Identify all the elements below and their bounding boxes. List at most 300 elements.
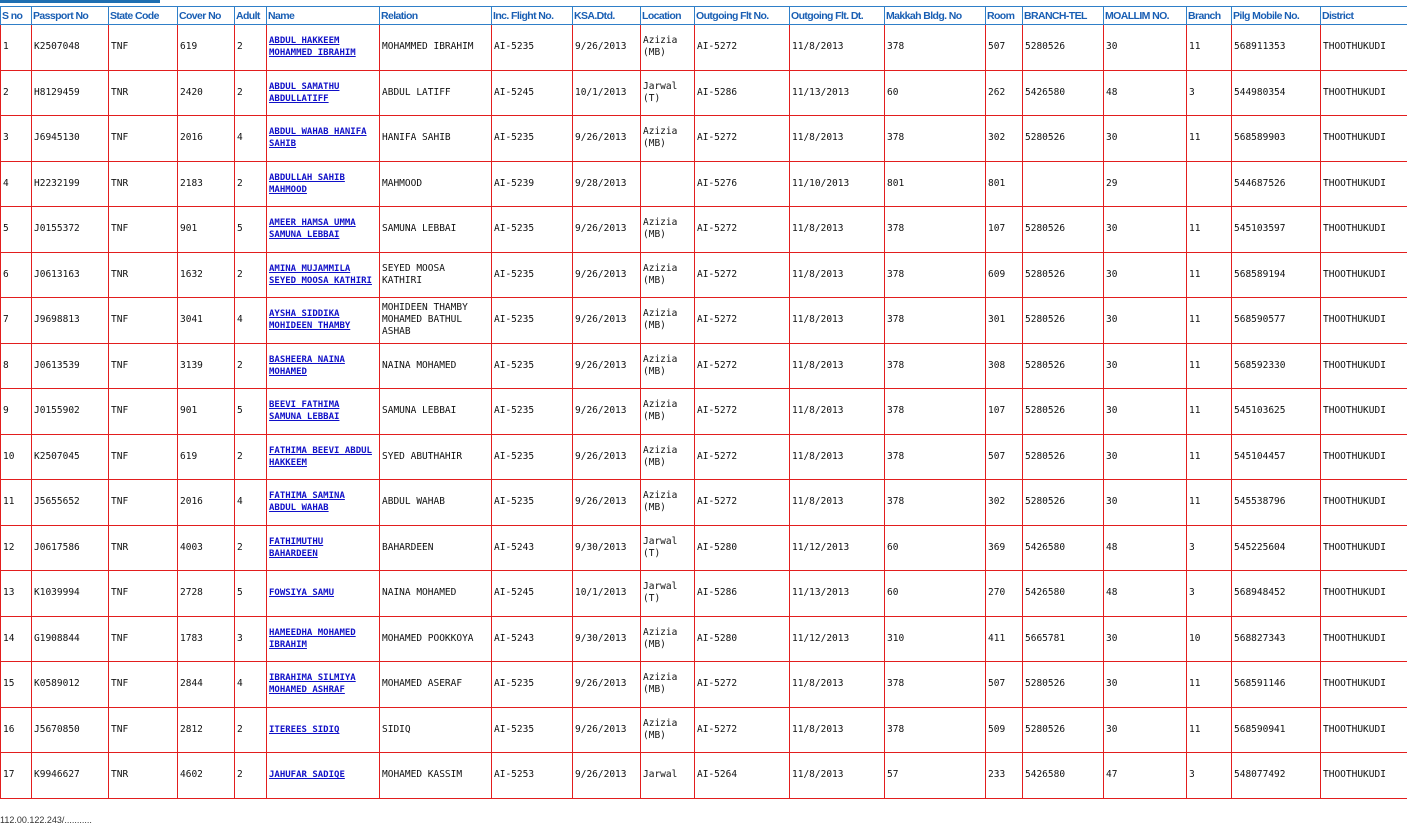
table-cell: AI-5235	[492, 662, 573, 708]
table-cell: AI-5272	[695, 252, 790, 298]
table-cell: 6	[1, 252, 32, 298]
table-cell: K2507045	[32, 434, 109, 480]
table-cell: AI-5286	[695, 70, 790, 116]
table-cell: TNF	[109, 571, 178, 617]
table-cell: 2	[235, 753, 267, 799]
column-header: State Code	[109, 7, 178, 25]
table-cell: TNF	[109, 389, 178, 435]
column-header: Name	[267, 7, 380, 25]
table-cell: 9/26/2013	[573, 207, 641, 253]
table-cell	[1187, 161, 1232, 207]
table-cell: 30	[1104, 707, 1187, 753]
table-cell: J0155902	[32, 389, 109, 435]
table-cell: 262	[986, 70, 1023, 116]
table-cell: 12	[1, 525, 32, 571]
table-cell: 9	[1, 389, 32, 435]
table-cell: 48	[1104, 525, 1187, 571]
pilgrim-name-link[interactable]: AMEER HAMSA UMMA SAMUNA LEBBAI	[269, 218, 356, 241]
table-cell: 15	[1, 662, 32, 708]
table-row	[1, 571, 1407, 617]
table-cell: 30	[1104, 298, 1187, 344]
table-cell: THOOTHUKUDI	[1321, 525, 1407, 571]
table-cell: 2844	[178, 662, 235, 708]
table-cell: SYED ABUTHAHIR	[380, 434, 492, 480]
table-cell: Azizia (MB)	[641, 480, 695, 526]
pilgrim-name-link[interactable]: FATHIMUTHU BAHARDEEN	[269, 536, 324, 559]
table-cell: THOOTHUKUDI	[1321, 753, 1407, 799]
table-cell: 11	[1, 480, 32, 526]
table-cell: 7	[1, 298, 32, 344]
table-row	[1, 70, 1407, 116]
table-cell	[1023, 161, 1104, 207]
table-cell: 545103625	[1232, 389, 1321, 435]
table-cell: 48	[1104, 70, 1187, 116]
table-cell: 11	[1187, 116, 1232, 162]
table-cell: 801	[885, 161, 986, 207]
table-cell: 5280526	[1023, 480, 1104, 526]
pilgrim-name-cell	[267, 707, 380, 753]
table-cell: 2183	[178, 161, 235, 207]
table-cell: 2	[235, 343, 267, 389]
table-cell: TNR	[109, 252, 178, 298]
table-cell: THOOTHUKUDI	[1321, 207, 1407, 253]
column-header: Inc. Flight No.	[492, 7, 573, 25]
column-header: Outgoing Flt No.	[695, 7, 790, 25]
pilgrim-name-link[interactable]: AMINA MUJAMMILA SEYED MOOSA KATHIRI	[269, 263, 372, 286]
table-cell: 5280526	[1023, 707, 1104, 753]
table-cell: 544980354	[1232, 70, 1321, 116]
table-cell: 801	[986, 161, 1023, 207]
table-cell: 11/13/2013	[790, 571, 885, 617]
table-cell: 9/30/2013	[573, 616, 641, 662]
table-row	[1, 207, 1407, 253]
table-cell: 378	[885, 298, 986, 344]
table-cell: AI-5264	[695, 753, 790, 799]
pilgrim-name-link[interactable]: IBRAHIMA SILMIYA MOHAMED ASHRAF	[269, 673, 356, 696]
table-cell: Azizia (MB)	[641, 616, 695, 662]
table-cell: TNR	[109, 753, 178, 799]
table-cell: 3	[1187, 525, 1232, 571]
table-cell: 5426580	[1023, 70, 1104, 116]
table-cell: J0155372	[32, 207, 109, 253]
table-cell: J6945130	[32, 116, 109, 162]
table-row	[1, 116, 1407, 162]
table-cell: 10	[1, 434, 32, 480]
table-cell: 107	[986, 207, 1023, 253]
table-cell: 3041	[178, 298, 235, 344]
table-cell: J0613163	[32, 252, 109, 298]
table-cell: AI-5243	[492, 525, 573, 571]
table-cell: J5670850	[32, 707, 109, 753]
table-cell: AI-5235	[492, 389, 573, 435]
table-cell: 568592330	[1232, 343, 1321, 389]
table-cell: THOOTHUKUDI	[1321, 343, 1407, 389]
table-cell: MOHAMMED IBRAHIM	[380, 25, 492, 71]
table-cell: 11	[1187, 343, 1232, 389]
table-cell: 2	[235, 434, 267, 480]
table-cell: K1039994	[32, 571, 109, 617]
table-cell: SIDIQ	[380, 707, 492, 753]
pilgrim-name-link[interactable]: FOWSIYA SAMU	[269, 588, 335, 599]
table-cell: 545104457	[1232, 434, 1321, 480]
column-header: District	[1321, 7, 1407, 25]
table-cell: 545538796	[1232, 480, 1321, 526]
table-cell: 30	[1104, 343, 1187, 389]
table-cell: 2	[1, 70, 32, 116]
table-cell: Azizia (MB)	[641, 389, 695, 435]
table-cell: ABDUL WAHAB	[380, 480, 492, 526]
status-url: 112.00.122.243/...........	[0, 815, 92, 825]
table-cell: 619	[178, 25, 235, 71]
table-cell: 11/12/2013	[790, 616, 885, 662]
table-cell: THOOTHUKUDI	[1321, 434, 1407, 480]
table-cell: 5	[235, 571, 267, 617]
table-cell: Azizia (MB)	[641, 252, 695, 298]
table-row	[1, 707, 1407, 753]
table-cell: TNF	[109, 25, 178, 71]
table-cell: THOOTHUKUDI	[1321, 389, 1407, 435]
table-cell: 568948452	[1232, 571, 1321, 617]
table-cell: THOOTHUKUDI	[1321, 571, 1407, 617]
table-cell: Jarwal (T)	[641, 571, 695, 617]
table-cell: 2	[235, 525, 267, 571]
table-cell: 568911353	[1232, 25, 1321, 71]
table-cell: 30	[1104, 434, 1187, 480]
table-cell: THOOTHUKUDI	[1321, 252, 1407, 298]
table-cell: 17	[1, 753, 32, 799]
table-cell: 507	[986, 25, 1023, 71]
table-cell: TNF	[109, 707, 178, 753]
table-cell: Azizia (MB)	[641, 343, 695, 389]
table-cell: 568590941	[1232, 707, 1321, 753]
table-cell: 310	[885, 616, 986, 662]
pilgrim-name-cell	[267, 116, 380, 162]
table-cell: 378	[885, 707, 986, 753]
table-cell: THOOTHUKUDI	[1321, 480, 1407, 526]
pilgrim-name-link[interactable]: AYSHA SIDDIKA MOHIDEEN THAMBY	[269, 309, 351, 332]
table-cell: J5655652	[32, 480, 109, 526]
column-header: Passport No	[32, 7, 109, 25]
table-row	[1, 25, 1407, 71]
table-cell: 9/26/2013	[573, 753, 641, 799]
table-cell: K0589012	[32, 662, 109, 708]
table-cell: 2	[235, 70, 267, 116]
table-cell: 11	[1187, 707, 1232, 753]
table-cell: 2420	[178, 70, 235, 116]
table-cell: Azizia (MB)	[641, 207, 695, 253]
table-cell: 5280526	[1023, 252, 1104, 298]
table-cell: 11	[1187, 389, 1232, 435]
table-cell: 9/26/2013	[573, 707, 641, 753]
table-cell: 11	[1187, 252, 1232, 298]
table-cell: 9/26/2013	[573, 25, 641, 71]
table-row	[1, 616, 1407, 662]
table-row	[1, 662, 1407, 708]
table-cell: SAMUNA LEBBAI	[380, 207, 492, 253]
table-cell: THOOTHUKUDI	[1321, 70, 1407, 116]
table-cell: 5280526	[1023, 434, 1104, 480]
table-cell: 378	[885, 434, 986, 480]
table-row	[1, 525, 1407, 571]
table-cell: 60	[885, 571, 986, 617]
table-cell: 9/26/2013	[573, 662, 641, 708]
pilgrim-name-link[interactable]: ABDUL WAHAB HANIFA SAHIB	[269, 127, 367, 150]
table-body	[1, 25, 1407, 799]
column-header: Cover No	[178, 7, 235, 25]
table-cell: 2016	[178, 116, 235, 162]
table-cell: 2728	[178, 571, 235, 617]
column-header: BRANCH-TEL	[1023, 7, 1104, 25]
pilgrim-name-link[interactable]: BASHEERA NAINA MOHAMED	[269, 354, 345, 377]
table-cell: 3	[1187, 753, 1232, 799]
table-cell: 308	[986, 343, 1023, 389]
table-cell: 609	[986, 252, 1023, 298]
table-cell: TNF	[109, 662, 178, 708]
pilgrim-name-cell	[267, 161, 380, 207]
table-cell: MOHAMED KASSIM	[380, 753, 492, 799]
table-cell: 11	[1187, 662, 1232, 708]
table-cell: 378	[885, 389, 986, 435]
table-cell: AI-5280	[695, 616, 790, 662]
table-cell: 11	[1187, 298, 1232, 344]
table-cell: 3	[235, 616, 267, 662]
table-cell: 5665781	[1023, 616, 1104, 662]
pilgrim-name-cell	[267, 480, 380, 526]
table-cell: 568589194	[1232, 252, 1321, 298]
table-cell: 4	[1, 161, 32, 207]
pilgrim-name-link[interactable]: ITEREES SIDIQ	[269, 724, 340, 735]
table-cell: 545225604	[1232, 525, 1321, 571]
table-cell: 4003	[178, 525, 235, 571]
table-cell: 11/8/2013	[790, 207, 885, 253]
table-cell: THOOTHUKUDI	[1321, 161, 1407, 207]
table-cell: Azizia (MB)	[641, 25, 695, 71]
table-cell: AI-5276	[695, 161, 790, 207]
top-link-underline	[0, 0, 160, 3]
table-cell: 5280526	[1023, 116, 1104, 162]
table-cell: 233	[986, 753, 1023, 799]
table-cell: 2	[235, 252, 267, 298]
table-cell: TNF	[109, 343, 178, 389]
pilgrim-name-link[interactable]: HAMEEDHA MOHAMED IBRAHIM	[269, 627, 356, 650]
pilgrim-name-cell	[267, 25, 380, 71]
table-cell: Azizia (MB)	[641, 662, 695, 708]
table-cell: Jarwal	[641, 753, 695, 799]
pilgrim-name-link[interactable]: BEEVI FATHIMA SAMUNA LEBBAI	[269, 400, 340, 423]
column-header: Adult	[235, 7, 267, 25]
table-cell: 30	[1104, 252, 1187, 298]
pilgrim-name-cell	[267, 616, 380, 662]
table-cell: 568590577	[1232, 298, 1321, 344]
table-cell: 5	[235, 389, 267, 435]
table-cell: BAHARDEEN	[380, 525, 492, 571]
column-header: KSA.Dtd.	[573, 7, 641, 25]
pilgrim-name-cell	[267, 70, 380, 116]
table-cell: 302	[986, 480, 1023, 526]
table-cell: 30	[1104, 207, 1187, 253]
pilgrim-name-cell	[267, 525, 380, 571]
pilgrim-name-link[interactable]: ABDUL HAKKEEM MOHAMMED IBRAHIM	[269, 36, 356, 59]
table-cell: SEYED MOOSA KATHIRI	[380, 252, 492, 298]
table-cell: AI-5272	[695, 207, 790, 253]
table-cell: 378	[885, 207, 986, 253]
table-cell: AI-5245	[492, 571, 573, 617]
table-cell: 301	[986, 298, 1023, 344]
pilgrim-name-cell	[267, 207, 380, 253]
table-cell: H8129459	[32, 70, 109, 116]
table-cell: 11	[1187, 480, 1232, 526]
table-cell: 11/8/2013	[790, 434, 885, 480]
pilgrim-name-link[interactable]: JAHUFAR SADIQE	[269, 770, 345, 781]
table-cell: 378	[885, 25, 986, 71]
pilgrim-name-link[interactable]: FATHIMA SAMINA ABDUL WAHAB	[269, 491, 345, 514]
pilgrim-name-link[interactable]: FATHIMA BEEVI ABDUL HAKKEEM	[269, 445, 372, 468]
table-cell: 11/13/2013	[790, 70, 885, 116]
table-cell: 14	[1, 616, 32, 662]
table-cell: 3	[1187, 70, 1232, 116]
table-cell: AI-5235	[492, 252, 573, 298]
table-cell: TNF	[109, 298, 178, 344]
table-row	[1, 753, 1407, 799]
table-cell: 9/26/2013	[573, 252, 641, 298]
table-cell: G1908844	[32, 616, 109, 662]
table-cell: Azizia (MB)	[641, 434, 695, 480]
table-cell: 47	[1104, 753, 1187, 799]
pilgrim-name-cell	[267, 389, 380, 435]
table-row	[1, 343, 1407, 389]
table-cell: 30	[1104, 480, 1187, 526]
table-cell: TNF	[109, 480, 178, 526]
table-cell: MOHAMED POOKKOYA	[380, 616, 492, 662]
column-header: MOALLIM NO.	[1104, 7, 1187, 25]
table-cell: 30	[1104, 389, 1187, 435]
table-cell: 2812	[178, 707, 235, 753]
table-cell: 3139	[178, 343, 235, 389]
table-cell: 1	[1, 25, 32, 71]
pilgrim-name-cell	[267, 571, 380, 617]
table-cell: 60	[885, 525, 986, 571]
table-cell: 2	[235, 707, 267, 753]
pilgrim-table	[0, 6, 1407, 799]
table-row	[1, 480, 1407, 526]
table-cell: 30	[1104, 662, 1187, 708]
table-cell: TNR	[109, 70, 178, 116]
pilgrim-name-cell	[267, 343, 380, 389]
table-cell: 29	[1104, 161, 1187, 207]
table-cell: 11/10/2013	[790, 161, 885, 207]
pilgrim-table-wrapper	[0, 6, 1407, 812]
table-cell: 2016	[178, 480, 235, 526]
table-cell: TNF	[109, 616, 178, 662]
pilgrim-name-cell	[267, 252, 380, 298]
table-cell: 568591146	[1232, 662, 1321, 708]
pilgrim-name-link[interactable]: ABDULLAH SAHIB MAHMOOD	[269, 172, 345, 195]
table-cell: Jarwal (T)	[641, 525, 695, 571]
table-cell: AI-5245	[492, 70, 573, 116]
column-header: Room	[986, 7, 1023, 25]
table-cell: 11/8/2013	[790, 707, 885, 753]
table-cell: NAINA MOHAMED	[380, 343, 492, 389]
table-cell: AI-5272	[695, 434, 790, 480]
table-cell: Jarwal (T)	[641, 70, 695, 116]
table-cell: 11	[1187, 25, 1232, 71]
table-cell: 5	[235, 207, 267, 253]
pilgrim-name-cell	[267, 662, 380, 708]
table-cell: SAMUNA LEBBAI	[380, 389, 492, 435]
table-cell: 507	[986, 662, 1023, 708]
table-cell: 411	[986, 616, 1023, 662]
table-cell: TNF	[109, 116, 178, 162]
table-cell: 11/8/2013	[790, 389, 885, 435]
table-cell: THOOTHUKUDI	[1321, 25, 1407, 71]
table-cell: AI-5272	[695, 480, 790, 526]
table-cell: AI-5235	[492, 116, 573, 162]
table-cell: AI-5235	[492, 434, 573, 480]
column-header: Location	[641, 7, 695, 25]
table-cell: 5	[1, 207, 32, 253]
table-cell: 5280526	[1023, 343, 1104, 389]
table-row	[1, 298, 1407, 344]
table-cell: 302	[986, 116, 1023, 162]
table-cell: 10/1/2013	[573, 571, 641, 617]
column-header: Pilg Mobile No.	[1232, 7, 1321, 25]
table-cell: 509	[986, 707, 1023, 753]
table-cell: 5426580	[1023, 571, 1104, 617]
table-cell: MOHAMED ASERAF	[380, 662, 492, 708]
table-cell: 11/8/2013	[790, 298, 885, 344]
table-cell: 5280526	[1023, 389, 1104, 435]
table-cell: 8	[1, 343, 32, 389]
table-cell: 11/8/2013	[790, 116, 885, 162]
table-cell: 1632	[178, 252, 235, 298]
table-cell: TNR	[109, 525, 178, 571]
table-cell: 11	[1187, 207, 1232, 253]
table-cell: 378	[885, 252, 986, 298]
table-cell: AI-5286	[695, 571, 790, 617]
pilgrim-name-link[interactable]: ABDUL SAMATHU ABDULLATIFF	[269, 81, 340, 104]
table-row	[1, 161, 1407, 207]
table-cell: 378	[885, 480, 986, 526]
table-cell: 378	[885, 343, 986, 389]
table-cell: 4	[235, 480, 267, 526]
table-cell: ABDUL LATIFF	[380, 70, 492, 116]
table-cell: 3	[1, 116, 32, 162]
pilgrim-name-cell	[267, 434, 380, 480]
table-cell: H2232199	[32, 161, 109, 207]
table-cell: 9/26/2013	[573, 434, 641, 480]
table-cell: MOHIDEEN THAMBY MOHAMED BATHUL ASHAB	[380, 298, 492, 344]
table-cell: AI-5253	[492, 753, 573, 799]
table-cell: 11	[1187, 434, 1232, 480]
table-cell: THOOTHUKUDI	[1321, 662, 1407, 708]
column-header: Relation	[380, 7, 492, 25]
table-cell: 544687526	[1232, 161, 1321, 207]
table-cell: J0617586	[32, 525, 109, 571]
table-cell: 9/30/2013	[573, 525, 641, 571]
table-cell: AI-5235	[492, 480, 573, 526]
table-cell: 9/26/2013	[573, 389, 641, 435]
table-cell: MAHMOOD	[380, 161, 492, 207]
table-cell: 13	[1, 571, 32, 617]
table-cell: Azizia (MB)	[641, 116, 695, 162]
table-cell: TNR	[109, 161, 178, 207]
table-cell: TNF	[109, 434, 178, 480]
table-cell: 30	[1104, 616, 1187, 662]
table-cell: 4602	[178, 753, 235, 799]
table-cell: 1783	[178, 616, 235, 662]
table-cell: 30	[1104, 25, 1187, 71]
table-cell: AI-5272	[695, 389, 790, 435]
